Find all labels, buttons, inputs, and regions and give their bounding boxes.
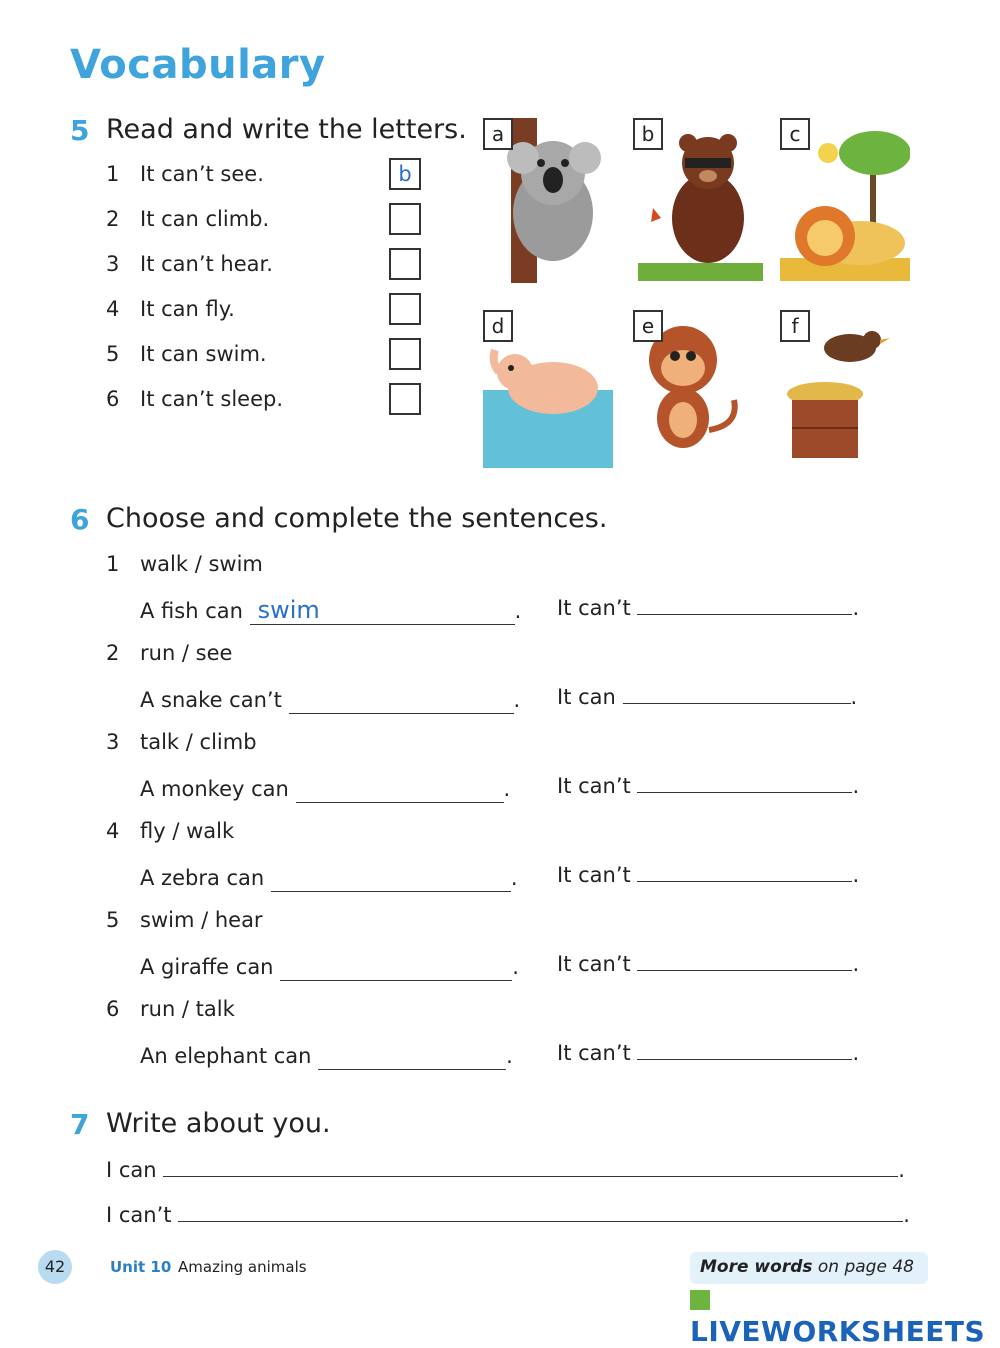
sentence-blank[interactable]	[280, 952, 512, 981]
ex6-item-number: 5	[106, 908, 120, 932]
picture-a	[483, 118, 613, 283]
write-line-can: I can .	[106, 1158, 905, 1182]
sentence-prefix: It can	[557, 685, 616, 709]
write-line-prefix: I can’t	[106, 1203, 172, 1227]
picture-label: d	[483, 310, 513, 342]
ex6-item-number: 2	[106, 641, 120, 665]
exercise-5-heading: Read and write the letters.	[106, 114, 467, 145]
ex6-sentence-left: A fish can swim .	[140, 596, 522, 624]
ex5-item-number: 5	[106, 342, 120, 366]
exercise-7-heading: Write about you.	[106, 1108, 331, 1139]
exercise-6-number: 6	[70, 503, 90, 536]
sentence-prefix: A giraffe can	[140, 955, 274, 979]
sentence-prefix: It can’t	[557, 774, 631, 798]
ex5-item-text: It can’t sleep.	[140, 387, 284, 411]
ex5-item-number: 4	[106, 297, 120, 321]
sentence-blank[interactable]	[637, 614, 852, 615]
write-line-cant: I can’t .	[106, 1203, 910, 1227]
ex5-answer-box[interactable]	[389, 203, 421, 235]
ex5-answer-box[interactable]	[389, 383, 421, 415]
ex6-item-choice: run / see	[140, 641, 233, 665]
sentence-prefix: A monkey can	[140, 777, 289, 801]
ex6-sentence-right: It can’t .	[557, 774, 860, 798]
sentence-answer	[271, 863, 279, 891]
sentence-prefix: A snake can’t	[140, 688, 282, 712]
ex5-answer-box[interactable]: b	[389, 158, 421, 190]
picture-f	[780, 310, 910, 475]
ex6-item-choice: fly / walk	[140, 819, 235, 843]
ex6-sentence-left: An elephant can .	[140, 1041, 513, 1070]
ex6-item-choice: walk / swim	[140, 552, 263, 576]
ex6-sentence-right: It can’t .	[557, 952, 860, 976]
ex5-answer-box[interactable]	[389, 293, 421, 325]
sentence-prefix: It can’t	[557, 1041, 631, 1065]
ex5-item-text: It can fly.	[140, 297, 235, 321]
sentence-answer: swim	[257, 596, 320, 624]
sentence-blank[interactable]	[637, 792, 852, 793]
ex6-item-number: 6	[106, 997, 120, 1021]
picture-c	[780, 118, 910, 283]
ex6-sentence-right: It can .	[557, 685, 858, 709]
ex5-item-number: 3	[106, 252, 120, 276]
ex6-sentence-right: It can’t .	[557, 863, 860, 887]
sentence-blank[interactable]	[250, 596, 515, 625]
ex5-answer-box[interactable]	[389, 338, 421, 370]
picture-e	[633, 310, 763, 475]
picture-d	[483, 310, 613, 475]
ex5-item-number: 1	[106, 162, 120, 186]
write-answer-blank[interactable]	[178, 1221, 903, 1222]
ex6-item-number: 1	[106, 552, 120, 576]
picture-label: f	[780, 310, 810, 342]
ex6-item-choice: swim / hear	[140, 908, 263, 932]
ex6-sentence-left: A monkey can .	[140, 774, 510, 803]
sentence-blank[interactable]	[623, 703, 851, 704]
unit-label: Unit 10	[110, 1258, 172, 1276]
sentence-answer	[296, 774, 304, 802]
ex6-sentence-right: It can’t .	[557, 596, 860, 620]
write-line-prefix: I can	[106, 1158, 157, 1182]
write-answer-blank[interactable]	[163, 1176, 898, 1177]
ex5-item-number: 6	[106, 387, 120, 411]
page-title: Vocabulary	[70, 42, 326, 88]
ex5-item-text: It can’t hear.	[140, 252, 273, 276]
picture-label: a	[483, 118, 513, 150]
ex5-item-text: It can swim.	[140, 342, 267, 366]
sentence-blank[interactable]	[289, 685, 514, 714]
ex6-sentence-left: A zebra can .	[140, 863, 518, 892]
ex6-sentence-left: A giraffe can .	[140, 952, 519, 981]
unit-title: Amazing animals	[178, 1258, 307, 1276]
sentence-blank[interactable]	[271, 863, 511, 892]
page-number: 42	[38, 1250, 72, 1284]
ex5-item-text: It can climb.	[140, 207, 270, 231]
sentence-prefix: An elephant can	[140, 1044, 312, 1068]
picture-label: b	[633, 118, 663, 150]
exercise-6-heading: Choose and complete the sentences.	[106, 503, 608, 534]
ex6-item-choice: run / talk	[140, 997, 235, 1021]
sentence-blank[interactable]	[296, 774, 504, 803]
picture-b	[633, 118, 763, 283]
sentence-blank[interactable]	[318, 1041, 506, 1070]
sentence-answer	[289, 685, 297, 713]
sentence-answer	[280, 952, 288, 980]
picture-label: c	[780, 118, 810, 150]
ex5-answer-box[interactable]	[389, 248, 421, 280]
ex6-item-number: 4	[106, 819, 120, 843]
ex6-sentence-right: It can’t .	[557, 1041, 860, 1065]
brand-logo	[690, 1282, 1000, 1348]
sentence-prefix: A zebra can	[140, 866, 265, 890]
sentence-prefix: It can’t	[557, 863, 631, 887]
sentence-prefix: A fish can	[140, 599, 243, 623]
picture-label: e	[633, 310, 663, 342]
ex6-item-choice: talk / climb	[140, 730, 257, 754]
brand-text: LIVEWORKSHEETS	[690, 1315, 986, 1348]
ex5-item-text: It can’t see.	[140, 162, 264, 186]
more-words-bold: More words	[700, 1257, 813, 1277]
sentence-answer	[318, 1041, 326, 1069]
ex5-item-number: 2	[106, 207, 120, 231]
more-words-banner	[690, 1252, 928, 1284]
ex6-sentence-left: A snake can’t .	[140, 685, 520, 714]
sentence-prefix: It can’t	[557, 952, 631, 976]
sentence-blank[interactable]	[637, 970, 852, 971]
sentence-blank[interactable]	[637, 881, 852, 882]
exercise-7-number: 7	[70, 1108, 90, 1141]
ex6-item-number: 3	[106, 730, 120, 754]
sentence-blank[interactable]	[637, 1059, 852, 1060]
more-words-rest: on page 48	[817, 1257, 914, 1277]
brand-icon	[690, 1290, 710, 1310]
exercise-5-number: 5	[70, 114, 90, 147]
sentence-prefix: It can’t	[557, 596, 631, 620]
